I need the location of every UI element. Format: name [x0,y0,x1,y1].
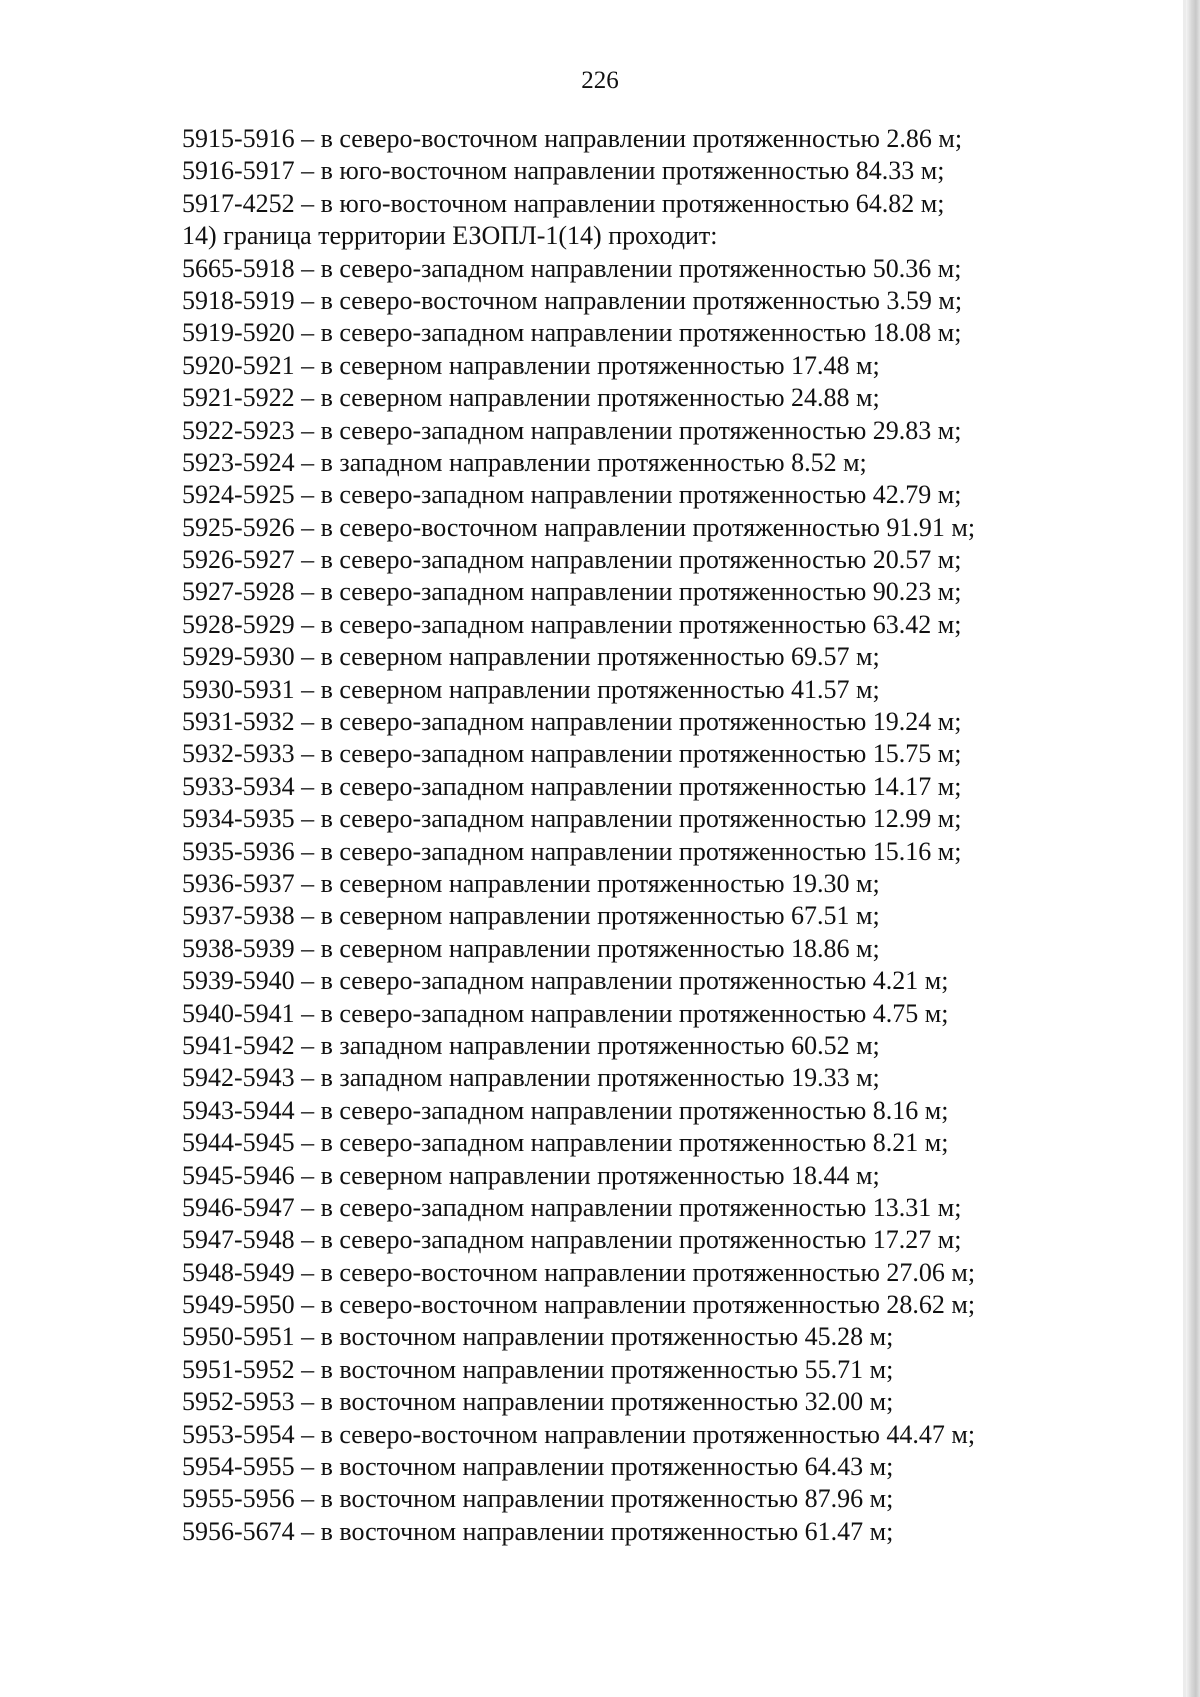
boundary-line: 5927-5928 – в северо-западном направлении протяженностью 90.23 м; [182,577,962,607]
boundary-line: 5939-5940 – в северо-западном направлении протяженностью 4.21 м; [182,966,949,996]
boundary-line: 5919-5920 – в северо-западном направлении протяженностью 18.08 м; [182,318,962,348]
boundary-line: 5930-5931 – в северном направлении протяженностью 41.57 м; [182,674,880,704]
boundary-line: 5942-5943 – в западном направлении протяженностью 19.33 м; [182,1063,880,1093]
boundary-line: 5920-5921 – в северном направлении протяженностью 17.48 м; [182,350,880,380]
boundary-line: 5924-5925 – в северо-западном направлении протяженностью 42.79 м; [182,480,962,510]
boundary-line: 5948-5949 – в северо-восточном направлении протяженностью 27.06 м; [182,1257,976,1287]
boundary-line: 5950-5951 – в восточном направлении протяженностью 45.28 м; [182,1322,894,1352]
boundary-line: 5936-5937 – в северном направлении протяженностью 19.30 м; [182,868,880,898]
boundary-line: 5918-5919 – в северо-восточном направлении протяженностью 3.59 м; [182,285,963,315]
boundary-line: 14) граница территории ЕЗОПЛ-1(14) проходит: [182,221,718,251]
boundary-line: 5940-5941 – в северо-западном направлении протяженностью 4.75 м; [182,998,949,1028]
boundary-line: 5952-5953 – в восточном направлении протяженностью 32.00 м; [182,1387,894,1417]
boundary-line: 5947-5948 – в северо-западном направлении протяженностью 17.27 м; [182,1225,962,1255]
boundary-line: 5954-5955 – в восточном направлении протяженностью 64.43 м; [182,1452,894,1482]
boundary-line: 5945-5946 – в северном направлении протяженностью 18.44 м; [182,1160,880,1190]
scan-edge [1186,0,1200,1697]
boundary-line: 5943-5944 – в северо-западном направлении протяженностью 8.16 м; [182,1095,949,1125]
boundary-line: 5938-5939 – в северном направлении протяженностью 18.86 м; [182,933,880,963]
boundary-line: 5956-5674 – в восточном направлении протяженностью 61.47 м; [182,1516,894,1546]
boundary-description-list [182,123,1082,1548]
boundary-line: 5928-5929 – в северо-западном направлении протяженностью 63.42 м; [182,609,962,639]
boundary-line: 5934-5935 – в северо-западном направлении протяженностью 12.99 м; [182,804,962,834]
boundary-line: 5925-5926 – в северо-восточном направлении протяженностью 91.91 м; [182,512,976,542]
boundary-line: 5931-5932 – в северо-западном направлении протяженностью 19.24 м; [182,707,962,737]
boundary-line: 5946-5947 – в северо-западном направлении протяженностью 13.31 м; [182,1192,962,1222]
boundary-line: 5917-4252 – в юго-восточном направлении протяженностью 64.82 м; [182,188,945,218]
page-number: 226 [581,67,619,94]
boundary-line: 5665-5918 – в северо-западном направлении протяженностью 50.36 м; [182,253,962,283]
boundary-line: 5922-5923 – в северо-западном направлении протяженностью 29.83 м; [182,415,962,445]
boundary-line: 5949-5950 – в северо-восточном направлении протяженностью 28.62 м; [182,1290,976,1320]
boundary-line: 5944-5945 – в северо-западном направлении протяженностью 8.21 м; [182,1128,949,1158]
boundary-line: 5937-5938 – в северном направлении протяженностью 67.51 м; [182,901,880,931]
boundary-line: 5926-5927 – в северо-западном направлении протяженностью 20.57 м; [182,545,962,575]
boundary-line: 5921-5922 – в северном направлении протяженностью 24.88 м; [182,383,880,413]
boundary-line: 5929-5930 – в северном направлении протяженностью 69.57 м; [182,642,880,672]
boundary-line: 5951-5952 – в восточном направлении протяженностью 55.71 м; [182,1354,894,1384]
boundary-line: 5941-5942 – в западном направлении протяженностью 60.52 м; [182,1030,880,1060]
boundary-line: 5935-5936 – в северо-западном направлении протяженностью 15.16 м; [182,836,962,866]
boundary-line: 5932-5933 – в северо-западном направлении протяженностью 15.75 м; [182,739,962,769]
boundary-line: 5955-5956 – в восточном направлении протяженностью 87.96 м; [182,1484,894,1514]
boundary-line: 5915-5916 – в северо-восточном направлении протяженностью 2.86 м; [182,124,963,153]
boundary-line: 5953-5954 – в северо-восточном направлении протяженностью 44.47 м; [182,1419,976,1449]
boundary-line: 5923-5924 – в западном направлении протяженностью 8.52 м; [182,447,867,477]
boundary-line: 5933-5934 – в северо-западном направлении протяженностью 14.17 м; [182,771,962,801]
boundary-line: 5916-5917 – в юго-восточном направлении протяженностью 84.33 м; [182,156,945,186]
